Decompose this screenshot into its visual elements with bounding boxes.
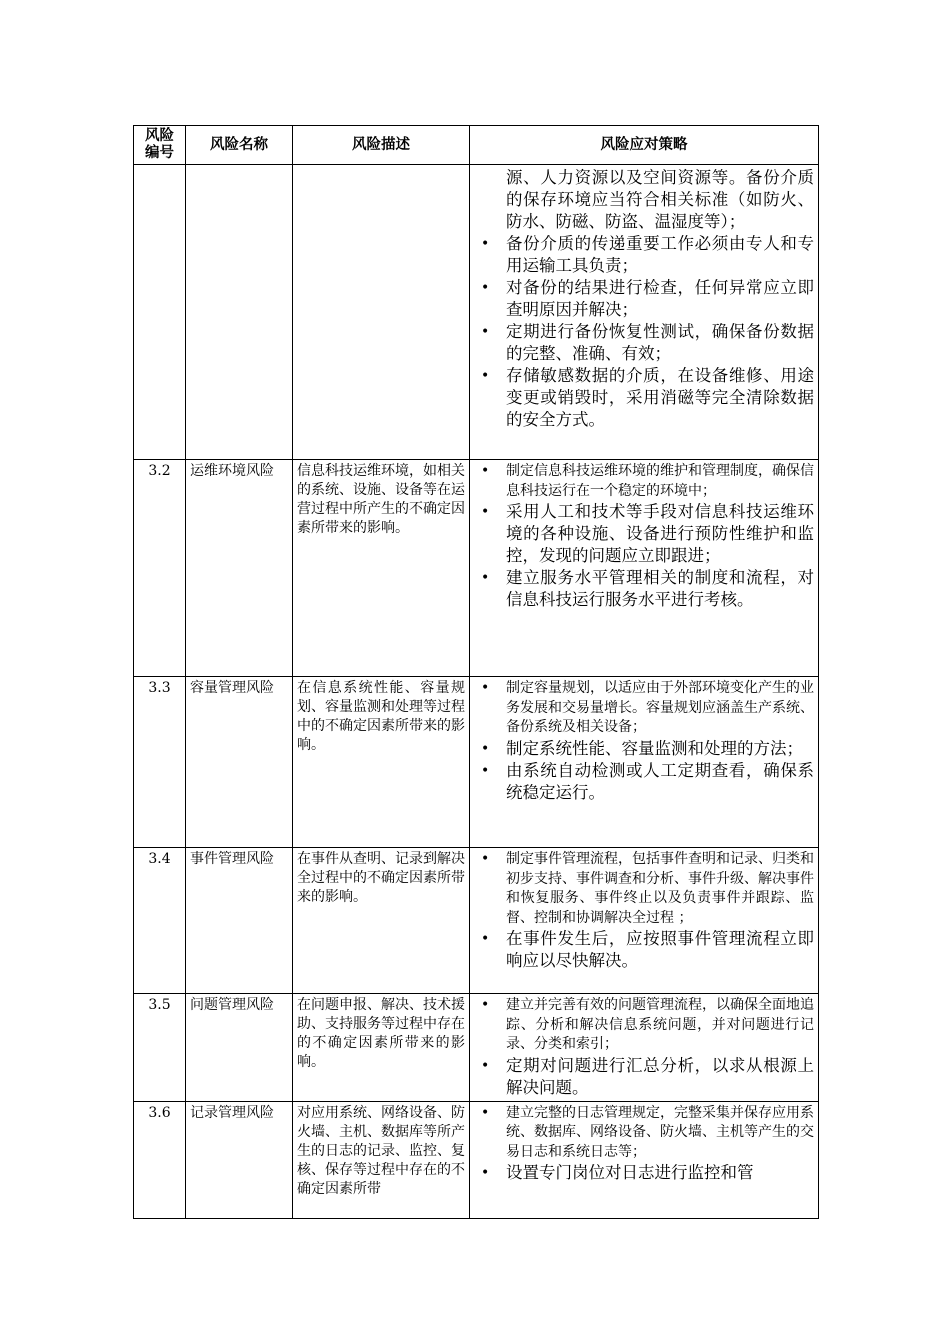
bullet-icon: •	[481, 997, 490, 1013]
risk-description-cell: 在信息系统性能、容量规划、容量监测和处理等过程中的不确定因素所带来的影响。	[293, 677, 470, 848]
strategy-item	[474, 167, 814, 233]
bullet-icon: •	[481, 463, 490, 479]
risk-number-cell	[134, 165, 186, 460]
table-row	[134, 994, 819, 1102]
strategy-text: 制定信息科技运维环境的维护和管理制度，确保信息科技运行在一个稳定的环境中；	[506, 463, 814, 499]
strategy-text: 在事件发生后，应按照事件管理流程立即响应以尽快解决。	[506, 929, 814, 970]
strategy-list	[474, 167, 814, 431]
risk-description-cell: 在问题申报、解决、技术援助、支持服务等过程中存在的不确定因素所带来的影响。	[293, 994, 470, 1102]
bullet-icon: •	[481, 570, 490, 586]
strategy-item	[474, 233, 814, 277]
strategy-item	[474, 277, 814, 321]
bullet-icon: •	[481, 740, 490, 757]
strategy-item	[474, 1055, 814, 1099]
table-row	[134, 460, 819, 677]
risk-strategy-cell	[470, 165, 819, 460]
strategy-text: 备份介质的传递重要工作必须由专人和专用运输工具负责；	[506, 234, 814, 275]
strategy-text: 源、人力资源以及空间资源等。备份介质的保存环境应当符合相关标准（如防火、防水、防磁、防盗、温湿度等）；	[506, 168, 814, 231]
strategy-text: 由系统自动检测或人工定期查看，确保系统稳定运行。	[506, 760, 814, 802]
strategy-item	[474, 365, 814, 431]
risk-name-cell: 运维环境风险	[186, 460, 293, 677]
strategy-text: 建立服务水平管理相关的制度和流程，对信息科技运行服务水平进行考核。	[506, 568, 814, 609]
strategy-text: 建立完整的日志管理规定，完整采集并保存应用系统、数据库、网络设备、防火墙、主机等产生的交易日志和系统日志等；	[506, 1104, 814, 1160]
bullet-icon: •	[481, 851, 490, 867]
risk-name-cell: 问题管理风险	[186, 994, 293, 1102]
bullet-icon: •	[481, 931, 490, 947]
strategy-item	[474, 567, 814, 611]
risk-strategy-cell	[470, 460, 819, 677]
strategy-list	[474, 679, 814, 804]
risk-name-cell: 容量管理风险	[186, 677, 293, 848]
bullet-icon: •	[481, 504, 490, 520]
strategy-item	[474, 1162, 814, 1184]
strategy-text: 设置专门岗位对日志进行监控和管	[506, 1163, 754, 1182]
header-row	[134, 126, 819, 165]
strategy-text: 存储敏感数据的介质，在设备维修、用途变更或销毁时，采用消磁等完全清除数据的安全方式。	[506, 366, 814, 429]
risk-strategy-cell	[470, 848, 819, 994]
table-row	[134, 1101, 819, 1218]
strategy-item	[474, 679, 814, 738]
strategy-item	[474, 738, 814, 760]
strategy-item	[474, 321, 814, 365]
strategy-text: 制定系统性能、容量监测和处理的方法；	[506, 738, 803, 758]
strategy-item	[474, 760, 814, 804]
strategy-item	[474, 996, 814, 1055]
bullet-icon: •	[481, 1057, 490, 1074]
strategy-list	[474, 462, 814, 611]
risk-number-cell: 3.6	[134, 1101, 186, 1218]
header-risk-number: 风险编号	[134, 126, 186, 165]
risk-number-cell: 3.5	[134, 994, 186, 1102]
risk-strategy-cell	[470, 994, 819, 1102]
bullet-icon: •	[481, 280, 490, 296]
bullet-icon: •	[481, 1104, 490, 1121]
risk-name-cell	[186, 165, 293, 460]
strategy-text: 制定事件管理流程，包括事件查明和记录、归类和初步支持、事件调查和分析、事件升级、解决事件和恢复服务、事件终止以及负责事件并跟踪、监督、控制和协调解决全过程 ；	[506, 851, 814, 926]
bullet-icon: •	[481, 762, 490, 779]
table-row	[134, 165, 819, 460]
strategy-item	[474, 850, 814, 928]
header-risk-strategy: 风险应对策略	[470, 126, 819, 165]
risk-number-cell: 3.3	[134, 677, 186, 848]
strategy-text: 定期对问题进行汇总分析，以求从根源上解决问题。	[506, 1055, 814, 1097]
strategy-list	[474, 1104, 814, 1185]
bullet-icon: •	[481, 368, 490, 384]
risk-number-cell: 3.2	[134, 460, 186, 677]
bullet-icon: •	[481, 236, 490, 252]
bullet-icon: •	[481, 680, 490, 696]
bullet-icon: •	[481, 1165, 490, 1181]
strategy-text: 对备份的结果进行检查，任何异常应立即查明原因并解决；	[506, 278, 814, 319]
strategy-list	[474, 996, 814, 1099]
risk-name-cell: 事件管理风险	[186, 848, 293, 994]
risk-description-cell: 在事件从查明、记录到解决全过程中的不确定因素所带来的影响。	[293, 848, 470, 994]
strategy-item	[474, 501, 814, 567]
strategy-item	[474, 928, 814, 972]
strategy-list	[474, 850, 814, 972]
bullet-icon: •	[481, 324, 490, 340]
risk-description-cell	[293, 165, 470, 460]
strategy-text: 采用人工和技术等手段对信息科技运维环境的各种设施、设备进行预防性维护和监控，发现的问题应立即跟进；	[506, 502, 814, 565]
risk-name-cell: 记录管理风险	[186, 1101, 293, 1218]
strategy-text: 定期进行备份恢复性测试，确保备份数据的完整、准确、有效；	[506, 322, 814, 363]
strategy-text: 制定容量规划，以适应由于外部环境变化产生的业务发展和交易量增长。容量规划应涵盖生产系统、备份系统及相关设备；	[506, 680, 814, 735]
risk-description-cell: 对应用系统、网络设备、防火墙、主机、数据库等所产生的日志的记录、监控、复核、保存等过程中存在的不确定因素所带	[293, 1101, 470, 1218]
table-row	[134, 848, 819, 994]
header-risk-description: 风险描述	[293, 126, 470, 165]
risk-description-cell: 信息科技运维环境，如相关的系统、设施、设备等在运营过程中所产生的不确定因素所带来的影响。	[293, 460, 470, 677]
risk-strategy-cell	[470, 1101, 819, 1218]
risk-strategy-cell	[470, 677, 819, 848]
risk-table	[133, 125, 819, 1219]
strategy-item	[474, 1104, 814, 1163]
strategy-text: 建立并完善有效的问题管理流程，以确保全面地追踪、分析和解决信息系统问题，并对问题进行记录、分类和索引；	[506, 997, 814, 1052]
strategy-item	[474, 462, 814, 501]
header-risk-name: 风险名称	[186, 126, 293, 165]
risk-number-cell: 3.4	[134, 848, 186, 994]
table-row	[134, 677, 819, 848]
